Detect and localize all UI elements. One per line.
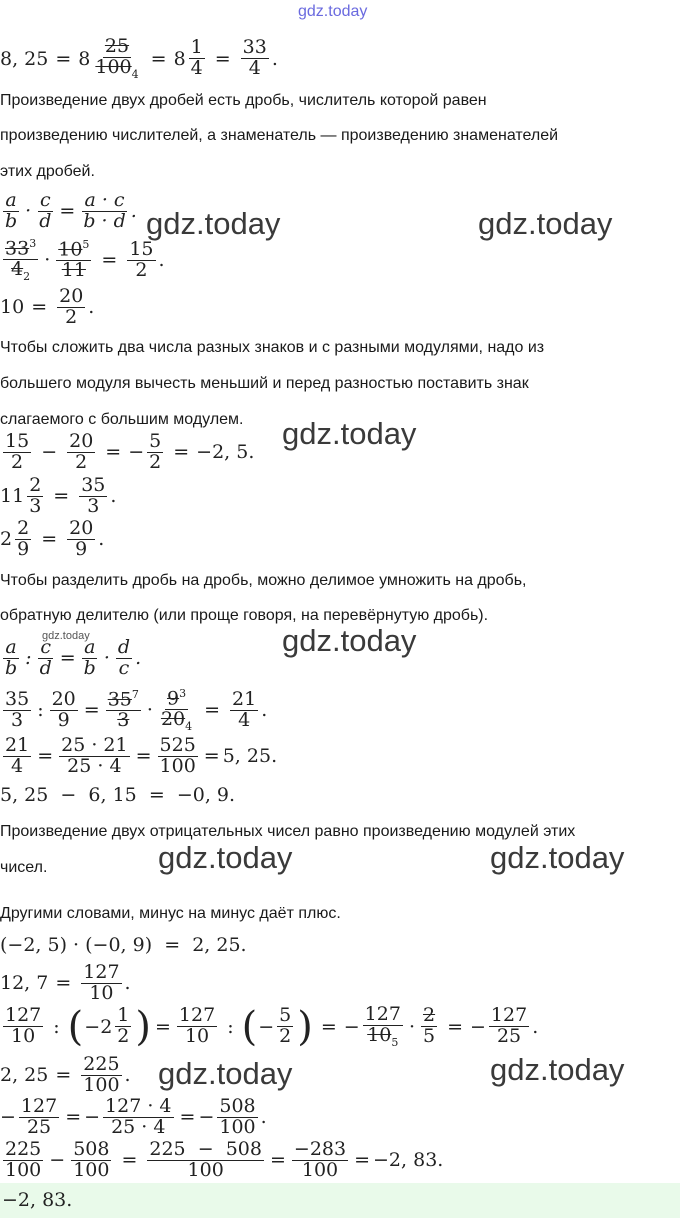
equation-decimal-to-fraction: 2, 25 = $\frac{225}{100}$ .: [0, 1053, 131, 1096]
rule-text: Чтобы сложить два числа разных знаков и с разными модулями, надо из: [0, 339, 545, 356]
equation-integer-fraction: 10 = $\frac{20}{2}$ .: [0, 285, 95, 328]
rule-text: Другими словами, минус на минус даёт плюс.: [0, 905, 341, 922]
equation-extension: − $\frac{127}{25}$ = − $\frac{127 \cdot 4}{25 \cdot 4}$ = − $\frac{508}{100}$ .: [0, 1095, 267, 1138]
rule-text: чисел.: [0, 859, 48, 876]
equation-conversion: $\frac{21}{4}$ = $\frac{25 \cdot 21}{25 \cdot 4}$ = $\frac{525}{100}$ = 5, 25 .: [5, 734, 278, 777]
answer: −2, 83.: [2, 1189, 73, 1211]
answer-highlight: [0, 1183, 680, 1218]
equation-final: $\frac{225}{100}$ − $\frac{508}{100}$ = $\frac{225 - 508}{100}$ = $\frac{-283}{100}$ = −2, 83 .: [5, 1138, 444, 1181]
watermark: gdz.today: [146, 206, 281, 241]
formula-division: $\frac{a}{b}$ : $\frac{c}{d}$ = $\frac{a}{b}$ · $\frac{d}{c}$ .: [5, 636, 142, 679]
equation-mixed-number: 2 $\frac{2}{9}$ = $\frac{20}{9}$ .: [0, 517, 105, 560]
watermark: gdz.today: [282, 416, 417, 451]
watermark: gdz.today: [490, 1052, 625, 1087]
watermark: gdz.today: [282, 623, 417, 658]
formula-multiplication: $\frac{a}{b}$ · $\frac{c}{d}$ = $\frac{a \cdot c}{b \cdot d}$ .: [5, 189, 137, 232]
watermark: gdz.today: [478, 206, 613, 241]
rule-text: произведению числителей, а знаменатель — произведению знаменателей: [0, 127, 559, 144]
rule-text: Произведение двух дробей есть дробь, числитель которой равен: [0, 92, 487, 109]
equation-mixed-number: 11 $\frac{2}{3}$ = $\frac{35}{3}$ .: [0, 474, 117, 517]
equation-difference: 5, 25 − 6, 15 = −0, 9.: [0, 784, 236, 806]
rule-text: Произведение двух отрицательных чисел равно произведению модулей этих: [0, 823, 576, 840]
watermark: gdz.today: [490, 840, 625, 875]
watermark: gdz.today: [158, 1056, 293, 1091]
equation-subtraction: $\frac{15}{2}$ − $\frac{20}{2}$ = − $\frac{5}{2}$ = −2, 5 .: [5, 430, 255, 473]
rule-text: слагаемого с большим модулем.: [0, 411, 244, 428]
equation-multiplication: $\frac{33^3}{4_2}$ · $\frac{10^5}{11}$ = $\frac{15}{2}$ .: [5, 237, 165, 284]
watermark-small: gdz.today: [42, 630, 90, 642]
equation-decimal-to-fraction: 12, 7 = $\frac{127}{10}$ .: [0, 961, 131, 1004]
equation-division-mixed: $\frac{127}{10}$ : ( −2 $\frac{1}{2}$ ) = $\frac{127}{10}$ : ( − $\frac{5}{2}$ ) = − $\frac{127}{10_5}$ · $\frac{2}{5}$ = − $\frac{127}{25}$ .: [5, 1003, 539, 1050]
rule-text: большего модуля вычесть меньший и перед разностью поставить знак: [0, 375, 529, 392]
rule-text: обратную делителю (или проще говоря, на перевёрнутую дробь).: [0, 607, 489, 624]
watermark: gdz.today: [158, 840, 293, 875]
rule-text: этих дробей.: [0, 163, 95, 180]
equation-decimal-to-fraction: 8, 25 = 8 $\frac{25}{100_4}$ = 8 $\frac{1}{4}$ = $\frac{33}{4}$ .: [0, 35, 278, 81]
rule-text: Чтобы разделить дробь на дробь, можно делимое умножить на дробь,: [0, 572, 527, 589]
equation-negative-product: (−2, 5) · (−0, 9) = 2, 25.: [0, 934, 247, 956]
watermark-top: gdz.today: [298, 3, 368, 20]
equation-division: $\frac{35}{3}$ : $\frac{20}{9}$ = $\frac{35^7}{3}$ · $\frac{9^3}{20_4}$ = $\frac{21}{4}$ .: [5, 687, 268, 734]
